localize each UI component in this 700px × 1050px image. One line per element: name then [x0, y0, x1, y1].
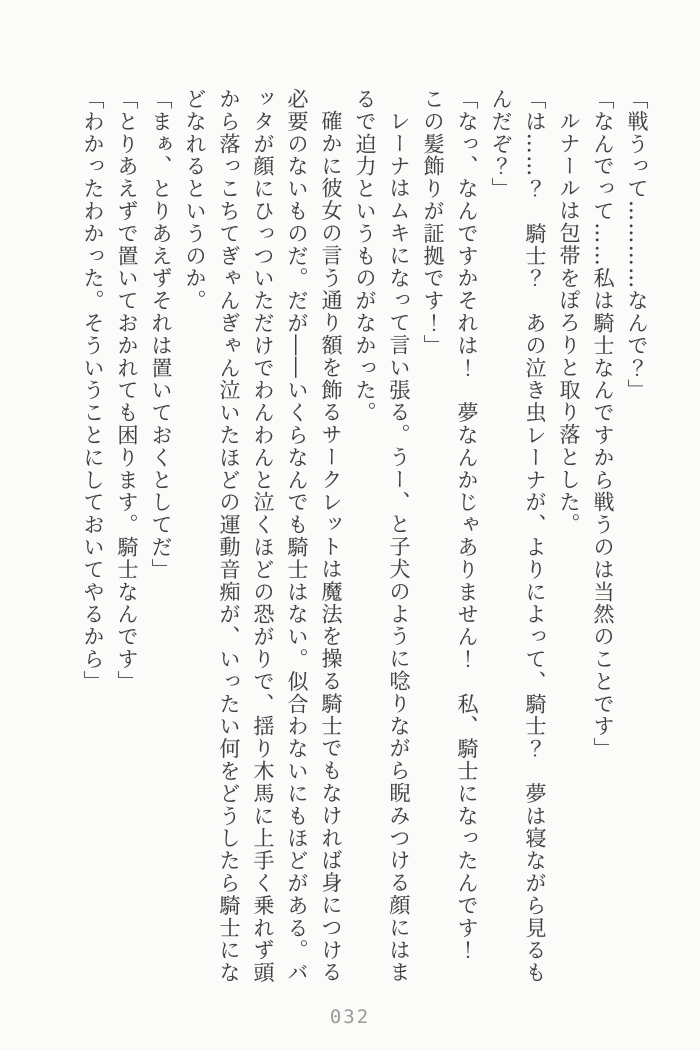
- text-line: 「とりあえずで置いておかれても困ります。騎士なんです」: [115, 88, 139, 693]
- text-line: 「なんでって……私は騎士なんですから戦うのは当然のことです」: [591, 88, 615, 760]
- page-number: 032: [329, 1006, 371, 1028]
- text-line: んだぞ？」: [489, 88, 513, 200]
- text-line: ッタが顔にひっついただけでわんわんと泣くほどの恐がりで、揺り木馬に上手く乗れず頭: [251, 88, 275, 984]
- text-line: るで迫力というものがなかった。: [353, 88, 377, 424]
- text-line: 確かに彼女の言う通り額を飾るサークレットは魔法を操る騎士でもなければ身につける: [319, 110, 343, 984]
- text-line: 「まぁ、とりあえずそれは置いておくとしてだ」: [149, 88, 173, 581]
- text-line: 「は……？ 騎士？ あの泣き虫レーナが、よりによって、騎士？ 夢は寝ながら見るも: [523, 88, 547, 984]
- text-line: どなれるというのか。: [183, 88, 207, 312]
- text-line: この髪飾りが証拠です！」: [421, 88, 445, 357]
- text-line: レーナはムキになって言い張る。うー、と子犬のように唸りながら睨みつける顔にはま: [387, 110, 411, 984]
- text-line: 「戦うって…………なんで？」: [625, 88, 649, 402]
- text-line: から落っこちてぎゃんぎゃん泣いたほどの運動音痴が、いったい何をどうしたら騎士にな: [217, 88, 241, 984]
- vertical-text-block: [76, 88, 654, 990]
- text-line: 「なっ、なんですかそれは！ 夢なんかじゃありません！ 私、騎士になったんです！: [455, 88, 479, 962]
- text-line: 必要のないものだ。だが――いくらなんでも騎士はない。似合わないにもほどがある。バ: [285, 88, 309, 984]
- text-line: ルナールは包帯をぽろりと取り落とした。: [557, 110, 581, 536]
- text-line: 「わかったわかった。そういうことにしておいてやるから」: [81, 88, 105, 693]
